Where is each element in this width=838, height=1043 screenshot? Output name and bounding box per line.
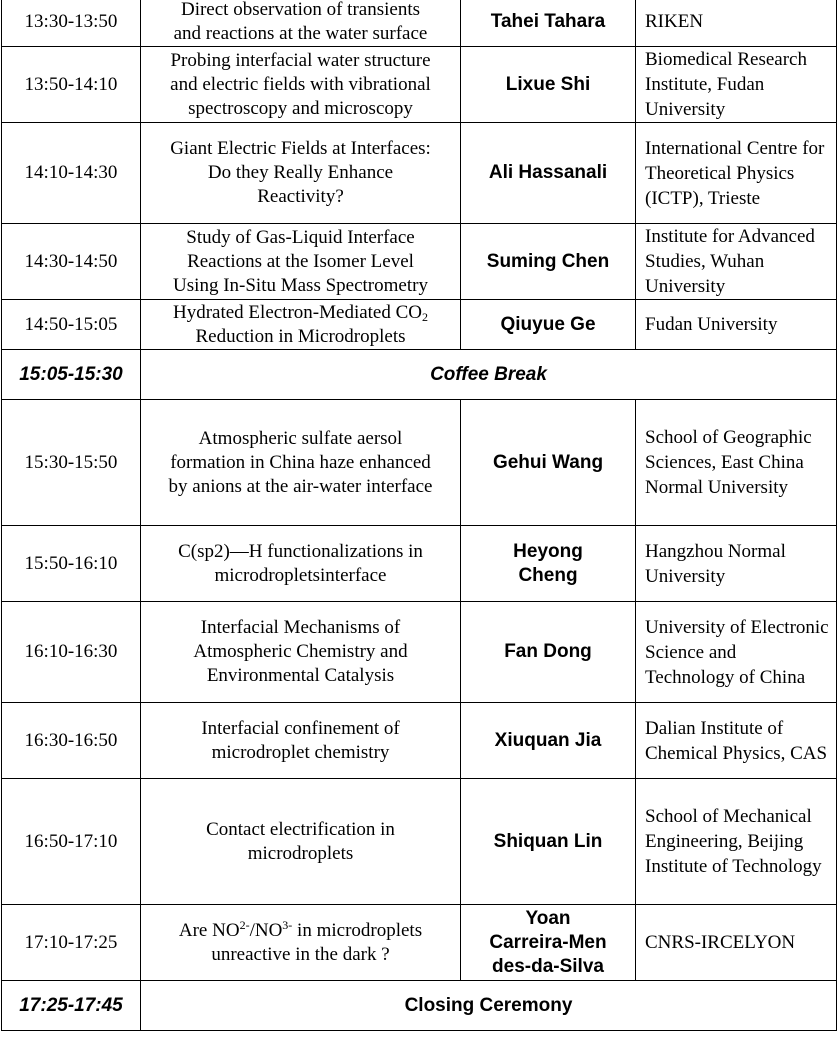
session-time: 15:30-15:50	[2, 400, 141, 526]
session-title: Contact electrification in microdroplets	[141, 779, 461, 905]
session-institution: Dalian Institute of Chemical Physics, CAS	[636, 703, 837, 779]
table-row	[2, 779, 837, 905]
session-speaker: Heyong Cheng	[461, 526, 636, 602]
session-title: Hydrated Electron-Mediated $CO_2$ Reduction in Microdroplets	[141, 300, 461, 350]
session-institution: International Centre for Theoretical Physics (ICTP), Trieste	[636, 123, 837, 224]
table-row	[2, 0, 837, 47]
table-row	[2, 224, 837, 300]
session-title: Study of Gas-Liquid Interface Reactions at the Isomer Level Using In-Situ Mass Spectrometry	[141, 224, 461, 300]
session-time: 14:30-14:50	[2, 224, 141, 300]
table-row	[2, 47, 837, 123]
session-speaker: Yoan Carreira-Men des-da-Silva	[461, 905, 636, 981]
table-row	[2, 123, 837, 224]
session-title: Probing interfacial water structure and electric fields with vibrational spectroscopy and microscopy	[141, 47, 461, 123]
session-speaker: Tahei Tahara	[461, 0, 636, 47]
session-time: 14:50-15:05	[2, 300, 141, 350]
table-row	[2, 400, 837, 526]
session-time: 13:50-14:10	[2, 47, 141, 123]
session-time: 16:50-17:10	[2, 779, 141, 905]
session-time: 15:50-16:10	[2, 526, 141, 602]
session-speaker: Fan Dong	[461, 602, 636, 703]
session-title: Interfacial Mechanisms of Atmospheric Chemistry and Environmental Catalysis	[141, 602, 461, 703]
session-institution: Biomedical Research Institute, Fudan University	[636, 47, 837, 123]
session-speaker: Lixue Shi	[461, 47, 636, 123]
session-time: 13:30-13:50	[2, 0, 141, 47]
session-title: Direct observation of transients and reactions at the water surface	[141, 0, 461, 47]
table-row	[2, 703, 837, 779]
table-row-break	[2, 350, 837, 400]
session-institution: School of Mechanical Engineering, Beijing Institute of Technology	[636, 779, 837, 905]
session-institution: Fudan University	[636, 300, 837, 350]
table-row	[2, 300, 837, 350]
session-title: Are $NO^{2-}/NO^{3-}$ in microdroplets unreactive in the dark ?	[141, 905, 461, 981]
session-title: C(sp2)—H functionalizations in microdropletsinterface	[141, 526, 461, 602]
session-speaker: Ali Hassanali	[461, 123, 636, 224]
table-row	[2, 602, 837, 703]
session-institution: University of Electronic Science and Technology of China	[636, 602, 837, 703]
session-institution: Institute for Advanced Studies, Wuhan University	[636, 224, 837, 300]
session-speaker: Xiuquan Jia	[461, 703, 636, 779]
session-institution: Hangzhou Normal University	[636, 526, 837, 602]
table-row	[2, 905, 837, 981]
session-title: Giant Electric Fields at Interfaces: Do they Really Enhance Reactivity?	[141, 123, 461, 224]
session-time: 17:10-17:25	[2, 905, 141, 981]
session-time: 14:10-14:30	[2, 123, 141, 224]
session-institution: RIKEN	[636, 0, 837, 47]
session-title: Atmospheric sulfate aersol formation in China haze enhanced by anions at the air-water interface	[141, 400, 461, 526]
session-speaker: Qiuyue Ge	[461, 300, 636, 350]
closing-ceremony-label: Closing Ceremony	[141, 981, 837, 1031]
session-institution: School of Geographic Sciences, East China Normal University	[636, 400, 837, 526]
session-time: 16:10-16:30	[2, 602, 141, 703]
break-time: 15:05-15:30	[2, 350, 141, 400]
session-speaker: Shiquan Lin	[461, 779, 636, 905]
schedule-table	[1, 0, 837, 1031]
table-row-closing	[2, 981, 837, 1031]
session-speaker: Gehui Wang	[461, 400, 636, 526]
coffee-break-label: Coffee Break	[141, 350, 837, 400]
table-row	[2, 526, 837, 602]
session-speaker: Suming Chen	[461, 224, 636, 300]
session-time: 16:30-16:50	[2, 703, 141, 779]
session-title: Interfacial confinement of microdroplet chemistry	[141, 703, 461, 779]
closing-time: 17:25-17:45	[2, 981, 141, 1031]
session-institution: CNRS-IRCELYON	[636, 905, 837, 981]
